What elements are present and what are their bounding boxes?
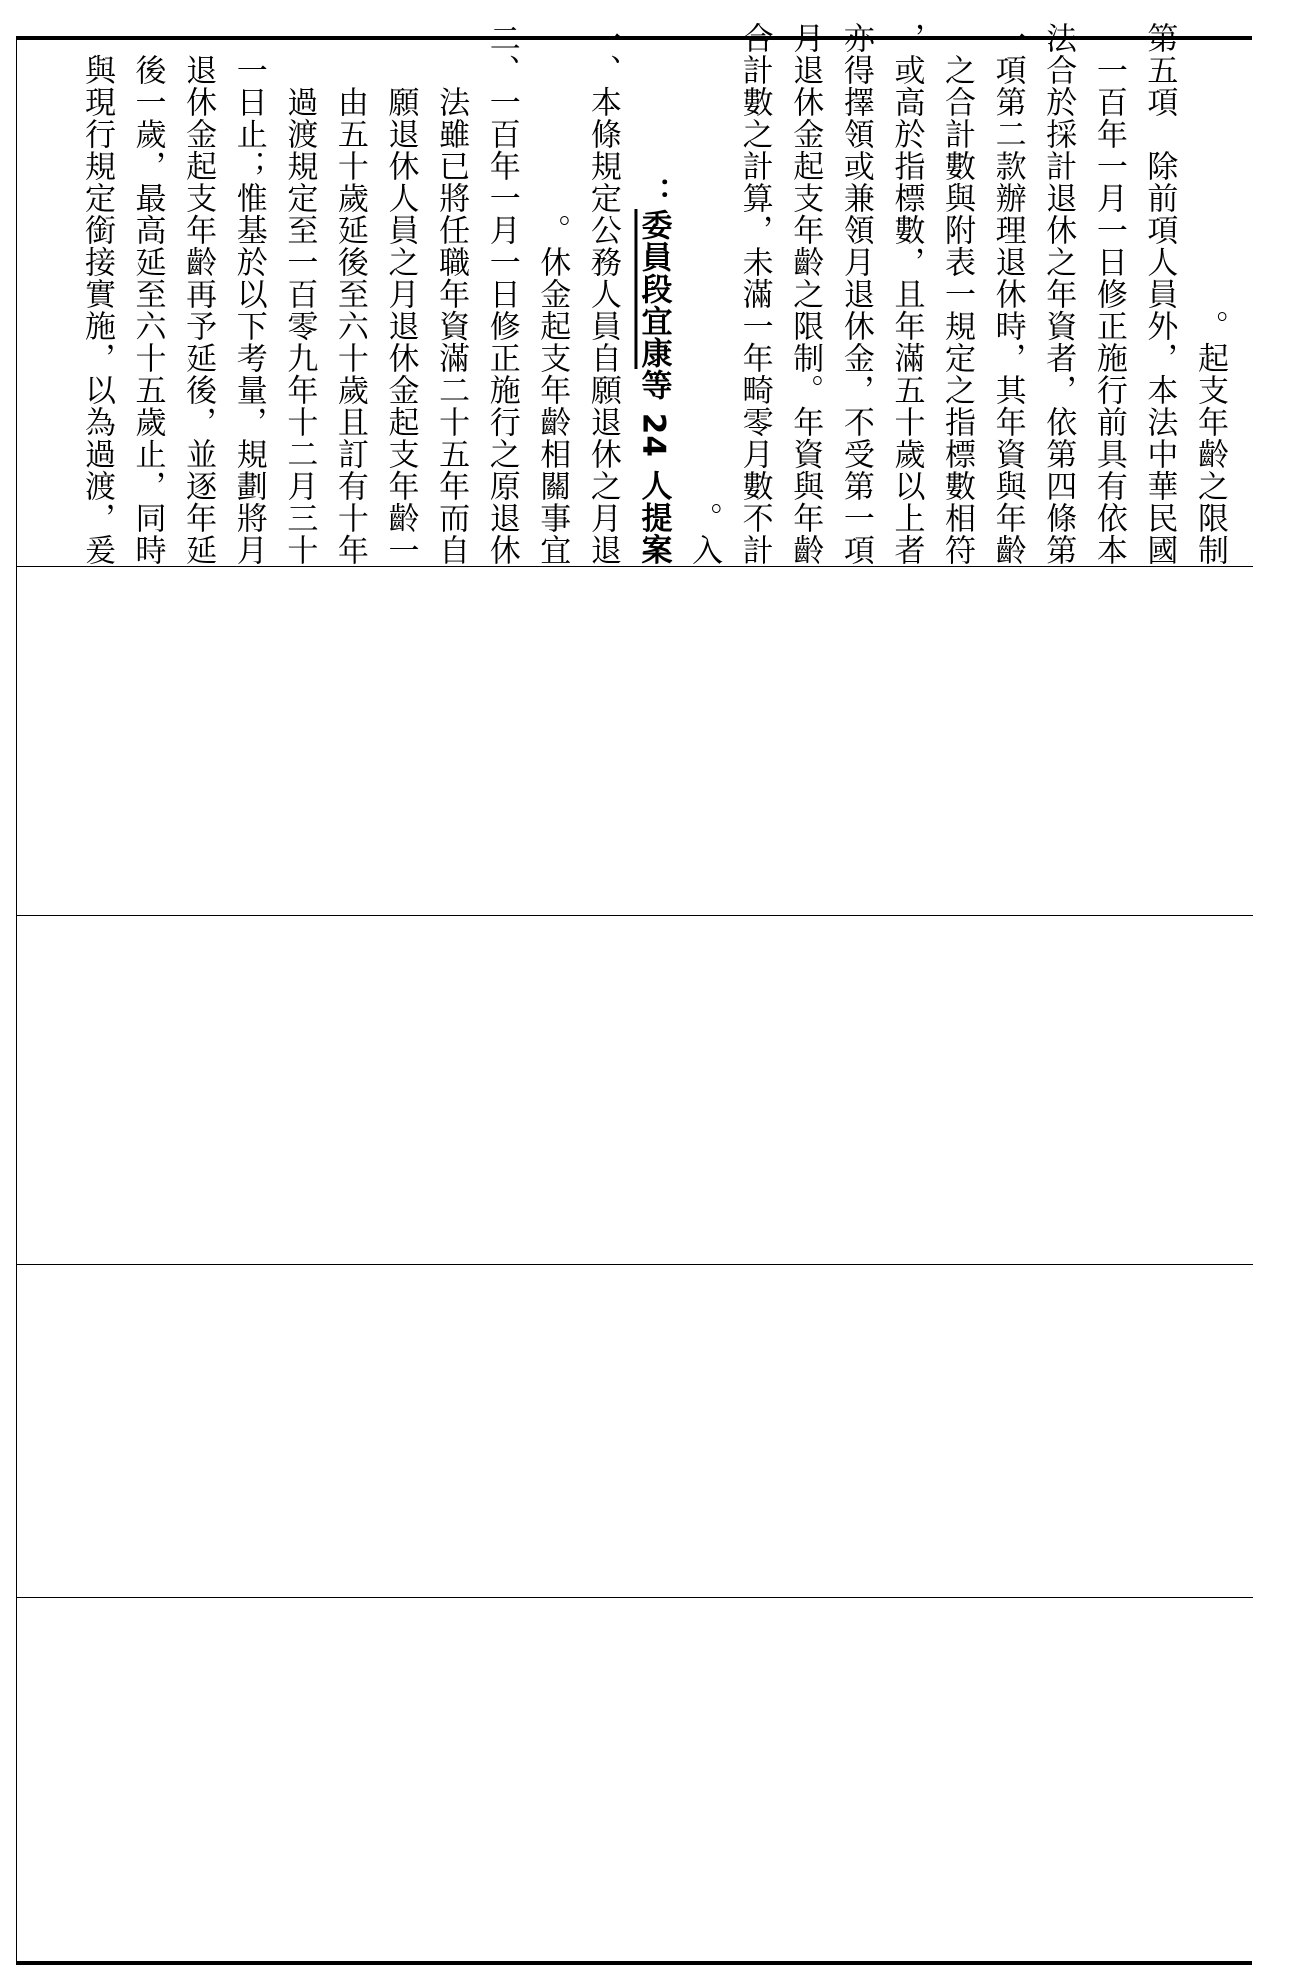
list-item-first-line: 一、本條規定公務人員自願退休之月退 [584, 22, 621, 566]
list-item-first-line: 二、一百年一月一日修正施行之原退休 [483, 22, 520, 566]
row-divider [17, 1264, 1253, 1265]
list-item-continuation: 由五十歲延後至六十歲且訂有十年 [331, 86, 368, 566]
list-item-continuation: 退休金起支年齡再予延後，並逐年延 [180, 54, 217, 566]
text-line: 法合於採計退休之年資者，依第四條第 [1040, 22, 1077, 566]
list-item-continuation: 與現行規定銜接實施，以為過渡，爰 [78, 54, 115, 566]
text-line: 合計數之計算，未滿一年畸零月數不計 [736, 22, 773, 566]
text-line: 入。 [686, 502, 723, 566]
comparison-table [16, 22, 1252, 1965]
list-item-continuation: 休金起支年齡相關事宜。 [534, 214, 571, 566]
table-cell-proposal [21, 22, 1253, 566]
list-item-continuation: 一日止；惟基於以下考量，規劃將月 [230, 54, 267, 566]
proposal-heading [628, 52, 679, 566]
row-divider [17, 566, 1253, 567]
text-line: 第五項 除前項人員外，本法中華民國 [1141, 22, 1178, 566]
list-item-continuation: 願退休人員之月退休金起支年齡一 [382, 86, 419, 566]
proposal-heading-rest: 等 24 人提案： [635, 177, 672, 566]
text-line: 一項第二款辦理退休時，其年資與年齡 [989, 22, 1026, 566]
text-line: 或高於指標數，且年滿五十歲以上者， [888, 22, 925, 566]
row-divider [17, 915, 1253, 916]
list-item-continuation: 法雖已將任職年資滿二十五年而自 [433, 86, 470, 566]
list-item-continuation: 後一歲，最高延至六十五歲止，同時 [129, 54, 166, 566]
text-line: 月退休金起支年齡之限制。年資與年齡 [787, 22, 824, 566]
list-item-continuation: 過渡規定至一百零九年十二月三十 [281, 86, 318, 566]
text-line: 之合計數與附表一規定之指標數相符 [939, 54, 976, 566]
text-line: 一百年一月一日修正施行前具有依本 [1090, 54, 1127, 566]
row-divider [17, 1597, 1253, 1598]
text-line: 亦得擇領或兼領月退休金，不受第一項 [837, 22, 874, 566]
text-line: 起支年齡之限制。 [1192, 310, 1228, 566]
proposer-name: 委員段宜康 [635, 209, 672, 370]
